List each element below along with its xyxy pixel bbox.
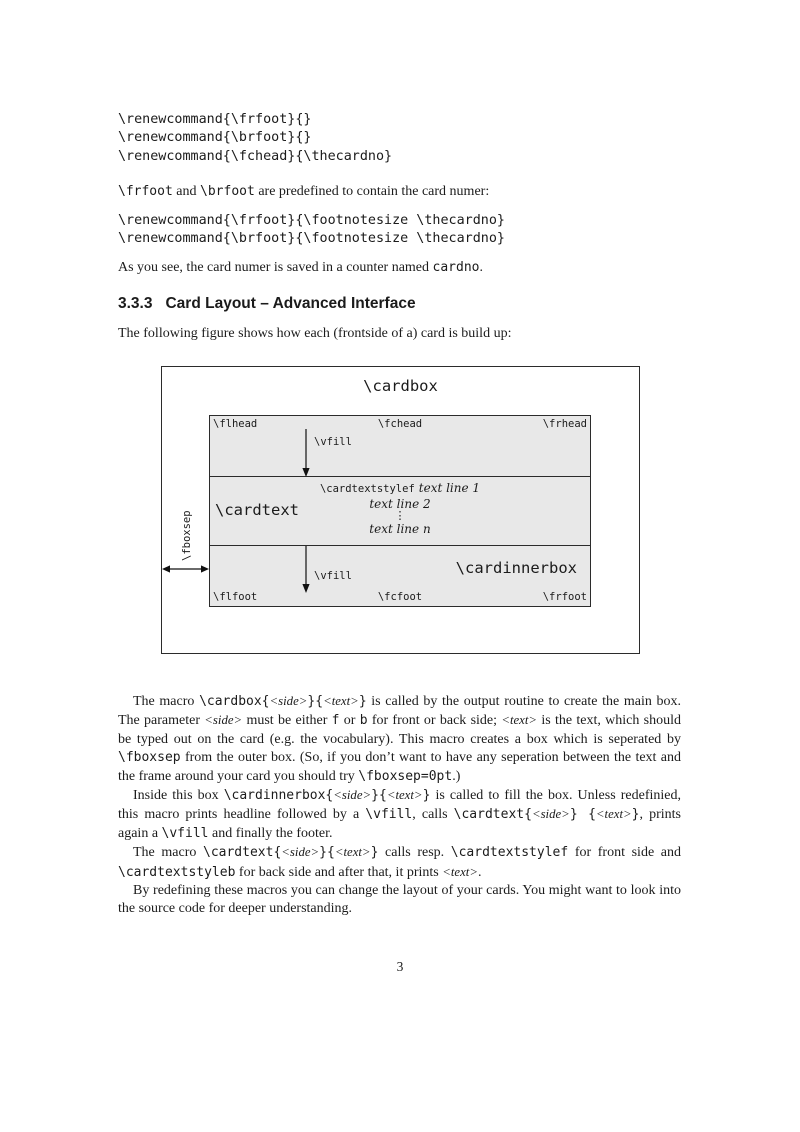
vfill-label-foot: \vfill bbox=[314, 570, 352, 582]
paragraph-cardtext: The macro \cardtext{<side>}{<text>} calls resp. \cardtextstylef for front side and \cardtextstyleb for back side and after that, it prints <text>. bbox=[118, 845, 681, 880]
figure-foot-section bbox=[210, 546, 590, 606]
text-line-2: text line 2 bbox=[369, 496, 431, 511]
cardtext-line-1 bbox=[210, 481, 590, 497]
flfoot-label: \flfoot bbox=[213, 591, 258, 603]
code-line: \renewcommand{\brfoot}{\footnotesize \thecardno} bbox=[118, 231, 505, 247]
body-paragraphs bbox=[118, 692, 681, 919]
fchead-label: \fchead bbox=[377, 418, 423, 430]
text-line-1: text line 1 bbox=[418, 481, 481, 495]
cardinnerbox-label: \cardinnerbox bbox=[455, 559, 577, 577]
cardinnerbox-region bbox=[209, 415, 591, 607]
para-predefined-note: \frfoot and \brfoot are predefined to contain the card numer: bbox=[118, 184, 490, 199]
cardtext-label: \cardtext bbox=[215, 501, 299, 519]
code-line: \renewcommand{\frfoot}{} bbox=[118, 112, 312, 127]
code-line: \renewcommand{\frfoot}{\footnotesize \thecardno} bbox=[118, 213, 505, 228]
code-line: \renewcommand{\brfoot}{} bbox=[118, 130, 312, 146]
vfill-arrow-foot bbox=[299, 546, 313, 593]
text-line-n: text line n bbox=[369, 522, 431, 536]
vfill-label-head: \vfill bbox=[314, 436, 352, 448]
frfoot-label: \frfoot bbox=[542, 591, 587, 603]
para-counter-note: As you see, the card numer is saved in a counter named cardno. bbox=[118, 260, 483, 275]
flhead-label: \flhead bbox=[213, 418, 258, 430]
figure-cardtext-section bbox=[210, 477, 590, 546]
fboxsep-double-arrow bbox=[162, 563, 209, 575]
fcfoot-label: \fcfoot bbox=[377, 591, 423, 603]
cardbox-label: \cardbox bbox=[363, 377, 438, 395]
section-number: 3.3.3 bbox=[118, 295, 153, 312]
paragraph-redefining: By redefining these macros you can change the layout of your cards. You might want to look into the source code for deeper understanding. bbox=[118, 883, 681, 917]
cardtext-lines bbox=[210, 481, 590, 537]
paragraph-cardbox: The macro \cardbox{<side>}{<text>} is called by the output routine to create the main box. The parameter <side> must be either f or b for front or back side; <text> is the text, which should be typed out on the card (e.g. the vocabulary). This macro creates a box which is seperated by \fboxsep from the outer box. (So, if you don’t want to have any seperation between the text and the frame around your card you should try \fboxsep=0pt.) bbox=[118, 694, 681, 784]
code-block-renewcommand-empty bbox=[118, 111, 681, 166]
section-heading bbox=[118, 294, 681, 314]
fboxsep-label: \fboxsep bbox=[181, 510, 193, 561]
paragraph-cardinnerbox: Inside this box \cardinnerbox{<side>}{<text>} is called to fill the box. Unless redefinied, this macro prints headline followed by a \vfill, calls \cardtext{<side>} {<text>}, prints again a \vfill and finally the footer. bbox=[118, 788, 682, 841]
vertical-dots: ⋮ bbox=[394, 510, 406, 522]
code-line: \renewcommand{\fchead}{\thecardno} bbox=[118, 148, 393, 164]
cardtextstylef-label: \cardtextstylef bbox=[319, 483, 415, 495]
frhead-label: \frhead bbox=[542, 418, 587, 430]
para-figure-intro: The following figure shows how each (frontside of a) card is build up: bbox=[118, 326, 512, 341]
card-layout-figure bbox=[161, 366, 640, 654]
code-block-renewcommand-footnotesize bbox=[118, 212, 681, 249]
page-number: 3 bbox=[396, 959, 404, 974]
figure-head-section bbox=[210, 416, 590, 477]
section-title: Card Layout – Advanced Interface bbox=[165, 295, 416, 312]
vfill-arrow-head bbox=[299, 429, 313, 477]
